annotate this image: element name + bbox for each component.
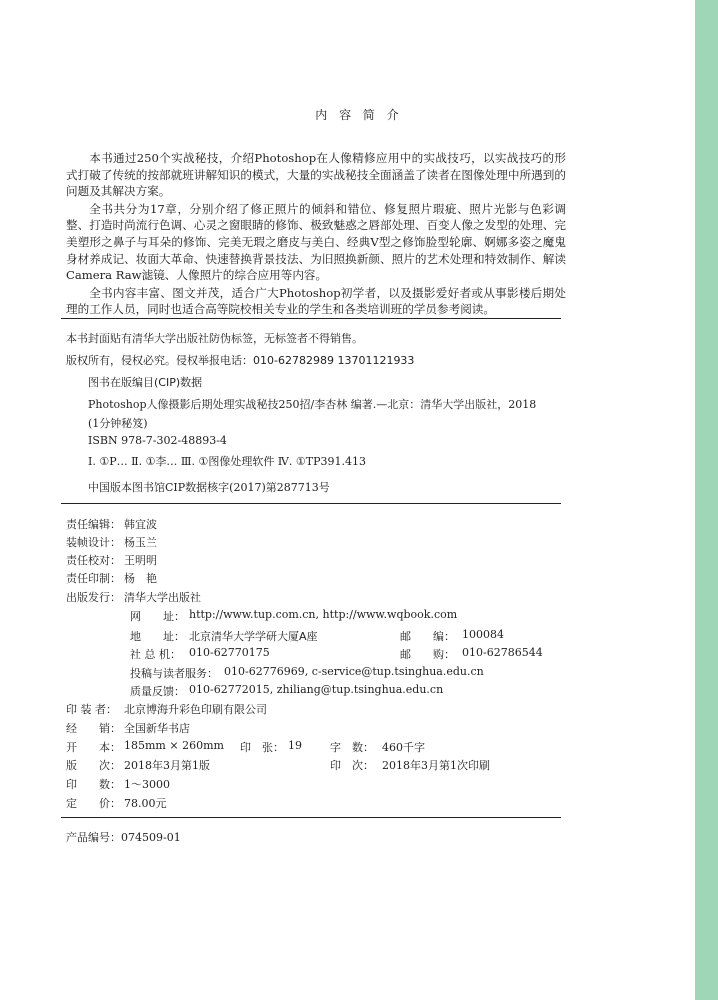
printer-value: 北京博海升彩色印刷有限公司 — [124, 703, 267, 716]
submission-value: 010-62776969, c-service@tup.tsinghua.edu.cn — [224, 665, 484, 678]
price-label: 定 价： — [66, 797, 121, 810]
staff-label-printing: 责任印制： — [66, 572, 121, 585]
rights-label: 版权所有，侵权必究。侵权举报电话： — [66, 354, 253, 367]
switchboard-label: 社 总 机： — [130, 648, 181, 661]
sheets-value: 19 — [288, 739, 302, 752]
staff-value-editor: 韩宜波 — [124, 518, 157, 531]
cip-line-1: Photoshop人像摄影后期处理实战秘技250招/李杏林 编著.—北京：清华大学出版社，2018 — [88, 398, 537, 411]
product-code — [66, 829, 181, 845]
format-label: 开 本： — [66, 741, 121, 754]
divider-top — [61, 318, 561, 319]
print-run-label: 印 数： — [66, 778, 121, 791]
quality-value: 010-62772015, zhiliang@tup.tsinghua.edu.cn — [189, 683, 444, 696]
staff-value-printing: 杨 艳 — [124, 572, 157, 585]
word-count-value: 460千字 — [382, 741, 425, 754]
cip-line-2: (1分钟秘笈) — [88, 417, 148, 430]
sheets-label: 印 张： — [240, 741, 284, 754]
impression-value: 2018年3月第1次印刷 — [382, 759, 490, 772]
publisher-name: 清华大学出版社 — [124, 591, 201, 604]
edition-label: 版 次： — [66, 759, 121, 772]
summary-paragraph-2: 全书共分为17章，分别介绍了修正照片的倾斜和错位、修复照片瑕疵、照片光影与色彩调整、打造时尚流行色调、心灵之窗眼睛的修饰、极致魅惑之唇部处理、百变人像之发型的处理、完美塑形之鼻子与耳朵的修饰、完美无瑕之磨皮与美白、经典V型之修饰脸型轮廓、婀娜多姿之魔鬼身材养成记、妆面大革命、快速替换背景技法、为旧照换新颜、照片的艺术处理和特效制作、解读Camera Raw滤镜、人像照片的综合应用等内容。 — [66, 201, 566, 283]
staff-label-proofread: 责任校对： — [66, 554, 121, 567]
product-code-label: 产品编号： — [66, 831, 121, 844]
printer-label: 印 装 者： — [66, 703, 117, 716]
anti-counterfeit-notice: 本书封面贴有清华大学出版社防伪标签，无标签者不得销售。 — [66, 332, 363, 345]
staff-value-design: 杨玉兰 — [124, 536, 157, 549]
print-run-value: 1～3000 — [124, 778, 170, 791]
cip-check-number: 中国版本图书馆CIP数据核字(2017)第287713号 — [88, 481, 330, 494]
mail-order-value: 010-62786544 — [462, 646, 543, 659]
distributor-value: 全国新华书店 — [124, 722, 190, 735]
zip-value: 100084 — [462, 628, 504, 641]
summary-paragraph-1: 本书通过250个实战秘技，介绍Photoshop在人像精修应用中的实战技巧，以实战技巧的形式打破了传统的按部就班讲解知识的模式，大量的实战秘技全面涵盖了读者在图像处理中所遇到的问题及其解决方案。 — [66, 151, 566, 199]
isbn: ISBN 978-7-302-48893-4 — [88, 434, 227, 447]
address-value: 北京清华大学学研大厦A座 — [189, 630, 318, 643]
summary-paragraph-3: 全书内容丰富、图文并茂，适合广大Photoshop初学者，以及摄影爱好者或从事影楼后期处理的工作人员，同时也适合高等院校相关专业的学生和各类培训班的学员参考阅读。 — [66, 285, 566, 317]
price-value: 78.00元 — [124, 797, 167, 810]
switchboard-value: 010-62770175 — [189, 646, 270, 659]
address-label: 地 址： — [130, 630, 185, 643]
website-value: http://www.tup.com.cn, http://www.wqbook.com — [189, 608, 458, 621]
edition-value: 2018年3月第1版 — [124, 759, 210, 772]
submission-label: 投稿与读者服务： — [130, 667, 218, 680]
impression-label: 印 次： — [330, 759, 374, 772]
quality-label: 质量反馈： — [130, 685, 185, 698]
divider-bottom — [61, 817, 561, 818]
divider-middle — [61, 503, 561, 504]
zip-label: 邮 编： — [400, 630, 455, 643]
word-count-label: 字 数： — [330, 741, 374, 754]
website-label: 网 址： — [130, 610, 185, 623]
cip-header: 图书在版编目(CIP)数据 — [88, 376, 203, 389]
mail-order-label: 邮 购： — [400, 648, 455, 661]
product-code-value: 074509-01 — [121, 831, 181, 844]
staff-value-proofread: 王明明 — [124, 554, 157, 567]
side-color-band — [695, 0, 718, 1000]
summary-title: 内 容 简 介 — [315, 108, 403, 122]
staff-label-design: 装帧设计： — [66, 536, 121, 549]
staff-label-editor: 责任编辑： — [66, 518, 121, 531]
publisher-label: 出版发行： — [66, 591, 121, 604]
classification-numbers: Ⅰ. ①P… Ⅱ. ①李… Ⅲ. ①图像处理软件 Ⅳ. ①TP391.413 — [88, 455, 366, 468]
rights-phones: 010-62782989 13701121933 — [253, 354, 415, 367]
rights-line — [66, 352, 414, 368]
summary-body — [66, 150, 566, 318]
format-value: 185mm × 260mm — [124, 739, 224, 752]
distributor-label: 经 销： — [66, 722, 121, 735]
